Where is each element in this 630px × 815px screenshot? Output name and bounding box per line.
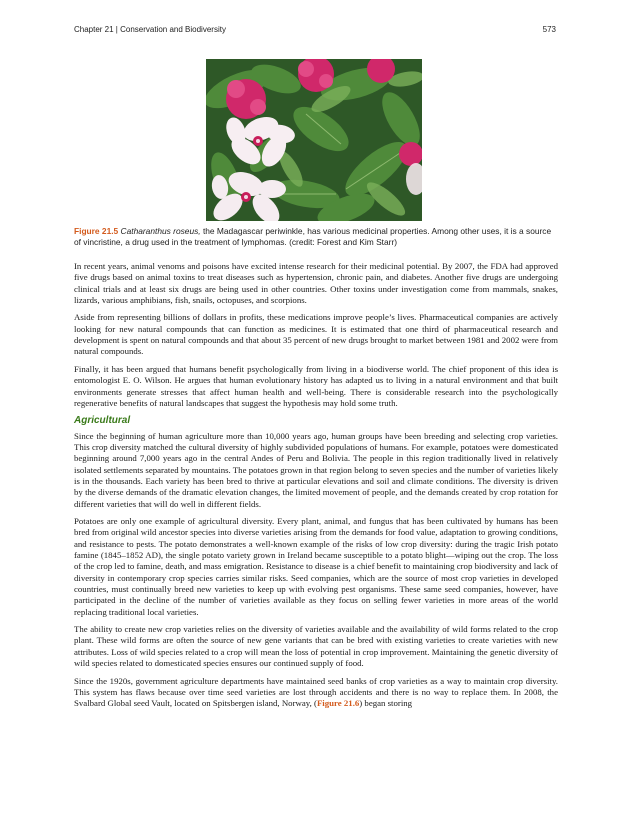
paragraph-3: Finally, it has been argued that humans benefit psychologically from living in a biodiverse world. The chief proponent of this idea is entomologist E. O. Wilson. He argues that human evolutionary history has adapted us to living in a natural environment and that built environments generate stresses that affect human health and well-being. There is considerable research into the psychologically regenerative benefits of natural landscapes that suggest the hypothesis may hold some truth. bbox=[74, 363, 558, 408]
figure-21-6-link[interactable]: Figure 21.6 bbox=[316, 698, 360, 709]
figure-label: Figure 21.5 bbox=[74, 226, 119, 236]
paragraph-4: Since the beginning of human agriculture more than 10,000 years ago, human groups have been breeding and selecting crop varieties. This crop diversity matched the cultural diversity of highly subdivided populations of humans. For example, potatoes were domesticated beginning around 7,000 years ago in the central Andes of Peru and Bolivia. The people in this region traditionally lived in relatively isolated settlements separated by mountains. The potatoes grown in that region belong to seven species and the number of varieties likely is in the thousands. Each variety has been bred to thrive at particular elevations and soil and climate conditions. The diversity is driven by the diverse demands of the dramatic elevation changes, the limited movement of people, and the demands created by crop rotation for different varieties that will do well in different fields. bbox=[74, 430, 558, 509]
paragraph-7 bbox=[74, 676, 558, 710]
body-text bbox=[74, 261, 558, 716]
paragraph-7-end: ) began storing bbox=[359, 698, 413, 709]
paragraph-6: The ability to create new crop varieties relies on the diversity of varieties available and the availability of wild forms related to the crop plant. These wild forms are often the source of new gene variants that can be bred with existing varieties to create varieties with new attributes. Loss of wild species related to a crop will mean the loss of potential in crop improvement. Maintaining the genetic diversity of wild species related to domesticated species ensures our continued supply of food. bbox=[74, 624, 558, 668]
chapter-title: Chapter 21 | Conservation and Biodiversity bbox=[74, 25, 226, 34]
paragraph-5: Potatoes are only one example of agricultural diversity. Every plant, animal, and fungus that has been cultivated by humans has been bred from original wild ancestor species into diverse varieties arising from the demands for food value, adaptation to growing conditions, and resistance to pests. The potato demonstrates a well-known example of the risks of low crop diversity: during the tragic Irish potato famine (1845–1852 AD), the single potato variety grown in Ireland became susceptible to a potato blight—wiping out the crop. The loss of the crop led to famine, death, and mass emigration. Resistance to disease is a chief benefit to maintaining crop biodiversity and lack of diversity in contemporary crop species carries similar risks. Seed companies, which are the source of most crop varieties in developed countries, must continually breed new varieties to keep up with evolving pest organisms. These same seed companies, however, have participated in the decline of the number of varieties available as they focus on selling fewer varieties in more areas of the world replacing traditional local varieties. bbox=[74, 516, 558, 617]
paragraph-7-start: Since the 1920s, government agriculture departments have maintained seed banks of crop varieties as a way to maintain crop diversity. This system has flaws because over time seed varieties are lost through accidents and there is no way to replace them. In 2008, the Svalbard Global seed Vault, located on Spitsbergen island, Norway, ( bbox=[74, 675, 558, 709]
figure-caption bbox=[74, 226, 558, 248]
paragraph-2: Aside from representing billions of dollars in profits, these medications improve people’s lives. Pharmaceutical companies are actively looking for new natural compounds that can function as medicines. It is estimated that one third of pharmaceutical research and development is spent on natural compounds and that about 35 percent of new drugs brought to market between 1981 and 2002 were from natural compounds. bbox=[74, 312, 558, 357]
caption-text: the Madagascar periwinkle, has various medicinal properties. Among other uses, it is a source of vincristine, a drug used in the treatment of lymphomas. (credit: Forest and Kim Starr) bbox=[74, 226, 552, 247]
page-number: 573 bbox=[542, 25, 556, 34]
section-heading-agricultural: Agricultural bbox=[74, 415, 131, 427]
periwinkle-photo bbox=[206, 59, 422, 221]
caption-species: Catharanthus roseus, bbox=[120, 226, 201, 236]
running-header bbox=[74, 25, 556, 37]
paragraph-1: In recent years, animal venoms and poisons have excited intense research for their medicinal potential. By 2007, the FDA had approved five drugs based on animal toxins to treat diseases such as hypertension, chronic pain, and diabetes. Another five drugs are undergoing clinical trials and at least six drugs are being used in other countries. Other toxins under investigation come from mammals, snakes, lizards, various amphibians, fish, snails, octopuses, and scorpions. bbox=[74, 261, 558, 305]
